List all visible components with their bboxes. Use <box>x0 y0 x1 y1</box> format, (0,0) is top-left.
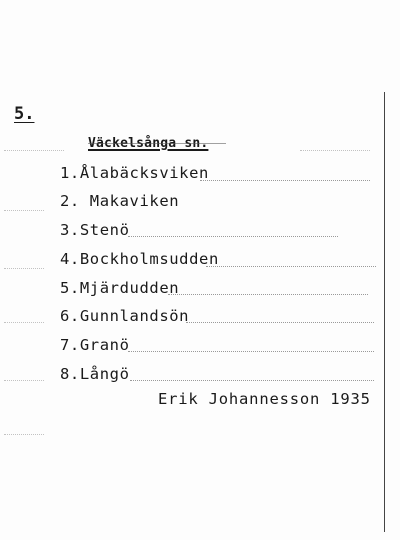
entry-underline <box>206 266 376 267</box>
card-margin-rule <box>384 92 385 532</box>
guide-line <box>4 150 64 151</box>
guide-line <box>4 434 44 435</box>
entry-underline <box>186 322 374 323</box>
guide-line <box>300 150 370 151</box>
list-item: 6.Gunnlandsön <box>60 307 190 325</box>
entry-underline <box>128 351 374 352</box>
list-item: 5.Mjärdudden <box>60 279 180 297</box>
list-item: 8.Långö <box>60 365 130 383</box>
entry-underline <box>168 294 368 295</box>
entry-underline <box>130 380 374 381</box>
entry-underline <box>128 236 338 237</box>
guide-line <box>4 268 44 269</box>
list-item: 1.Ålabäcksviken <box>60 164 209 182</box>
heading-strike <box>88 143 226 147</box>
signature-line: Erik Johannesson 1935 <box>158 390 371 408</box>
guide-line <box>4 322 44 323</box>
guide-line <box>4 380 44 381</box>
entry-underline <box>200 180 370 181</box>
guide-line <box>4 210 44 211</box>
list-item: 4.Bockholmsudden <box>60 250 219 268</box>
list-item: 2. Makaviken <box>60 192 180 210</box>
parish-heading: Väckelsånga sn. <box>88 136 209 151</box>
card-number: 5. <box>14 104 35 124</box>
list-item: 7.Granö <box>60 336 130 354</box>
list-item: 3.Stenö <box>60 221 130 239</box>
